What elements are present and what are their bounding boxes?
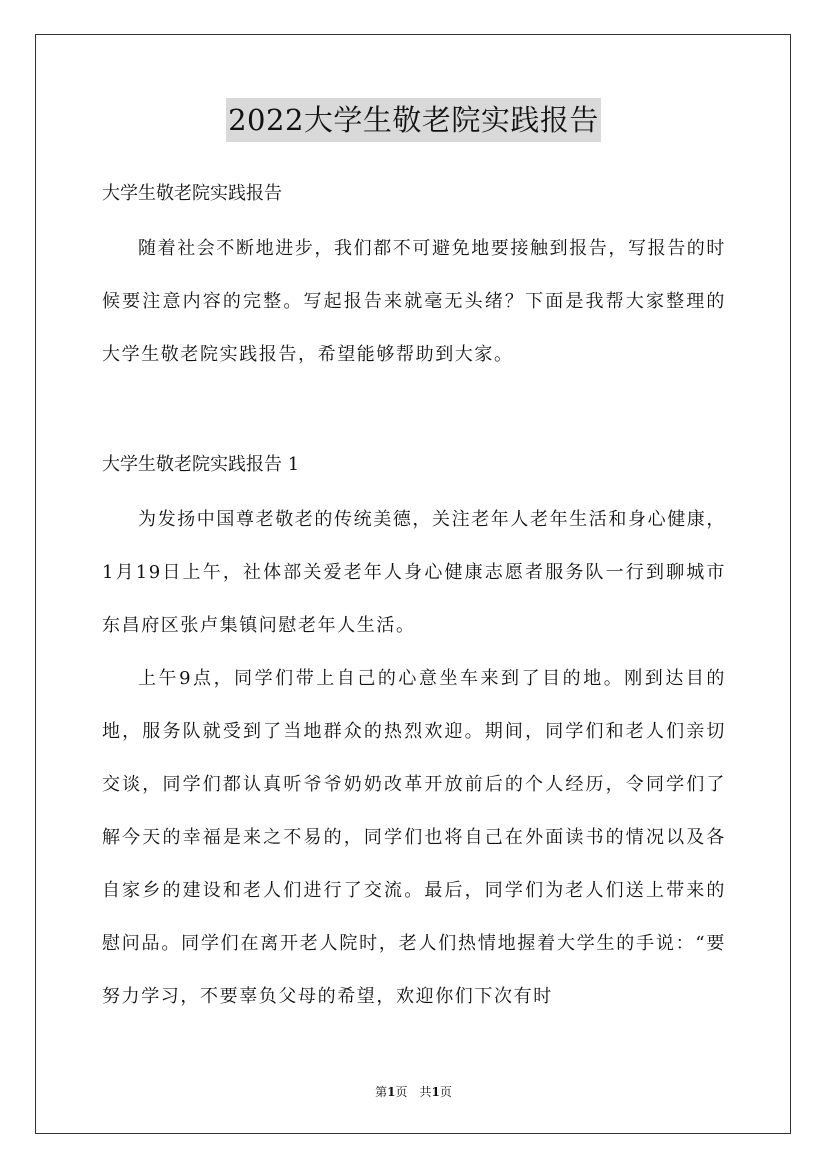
page-footer [0, 1084, 827, 1100]
footer-page-suffix: 页 [439, 1085, 452, 1099]
footer-page-mid: 页 共 [395, 1085, 432, 1099]
section-1-paragraph-2: 上午9点，同学们带上自己的心意坐车来到了目的地。刚到达目的地，服务队就受到了当地群众的热烈欢迎。期间，同学们和老人们亲切交谈，同学们都认真听爷爷奶奶改革开放前后的个人经历，令同学们了解今天的幸福是来之不易的，同学们也将自己在外面读书的情况以及各自家乡的建设和老人们进行了交流。最后，同学们为老人们送上带来的慰问品。同学们在离开老人院时，老人们热情地握着大学生的手说：“要努力学习，不要辜负父母的希望，欢迎你们下次有时 [102, 668, 726, 1007]
document-title-text: 2022大学生敬老院实践报告 [226, 98, 601, 142]
section-1-heading: 大学生敬老院实践报告 1 [102, 454, 300, 475]
intro-heading: 大学生敬老院实践报告 [102, 183, 282, 204]
document-title [0, 98, 827, 142]
footer-page-prefix: 第 [375, 1085, 388, 1099]
footer-total-pages: 1 [431, 1085, 440, 1099]
footer-current-page: 1 [387, 1085, 396, 1099]
intro-paragraph: 随着社会不断地进步，我们都不可避免地要接触到报告，写报告的时候要注意内容的完整。写起报告来就毫无头绪？下面是我帮大家整理的大学生敬老院实践报告，希望能够帮助到大家。 [102, 238, 726, 365]
section-1-paragraph-1: 为发扬中国尊老敬老的传统美德，关注老年人老年生活和身心健康，1月19日上午，社体部关爱老年人身心健康志愿者服务队一行到聊城市东昌府区张卢集镇问慰老年人生活。 [102, 509, 726, 636]
